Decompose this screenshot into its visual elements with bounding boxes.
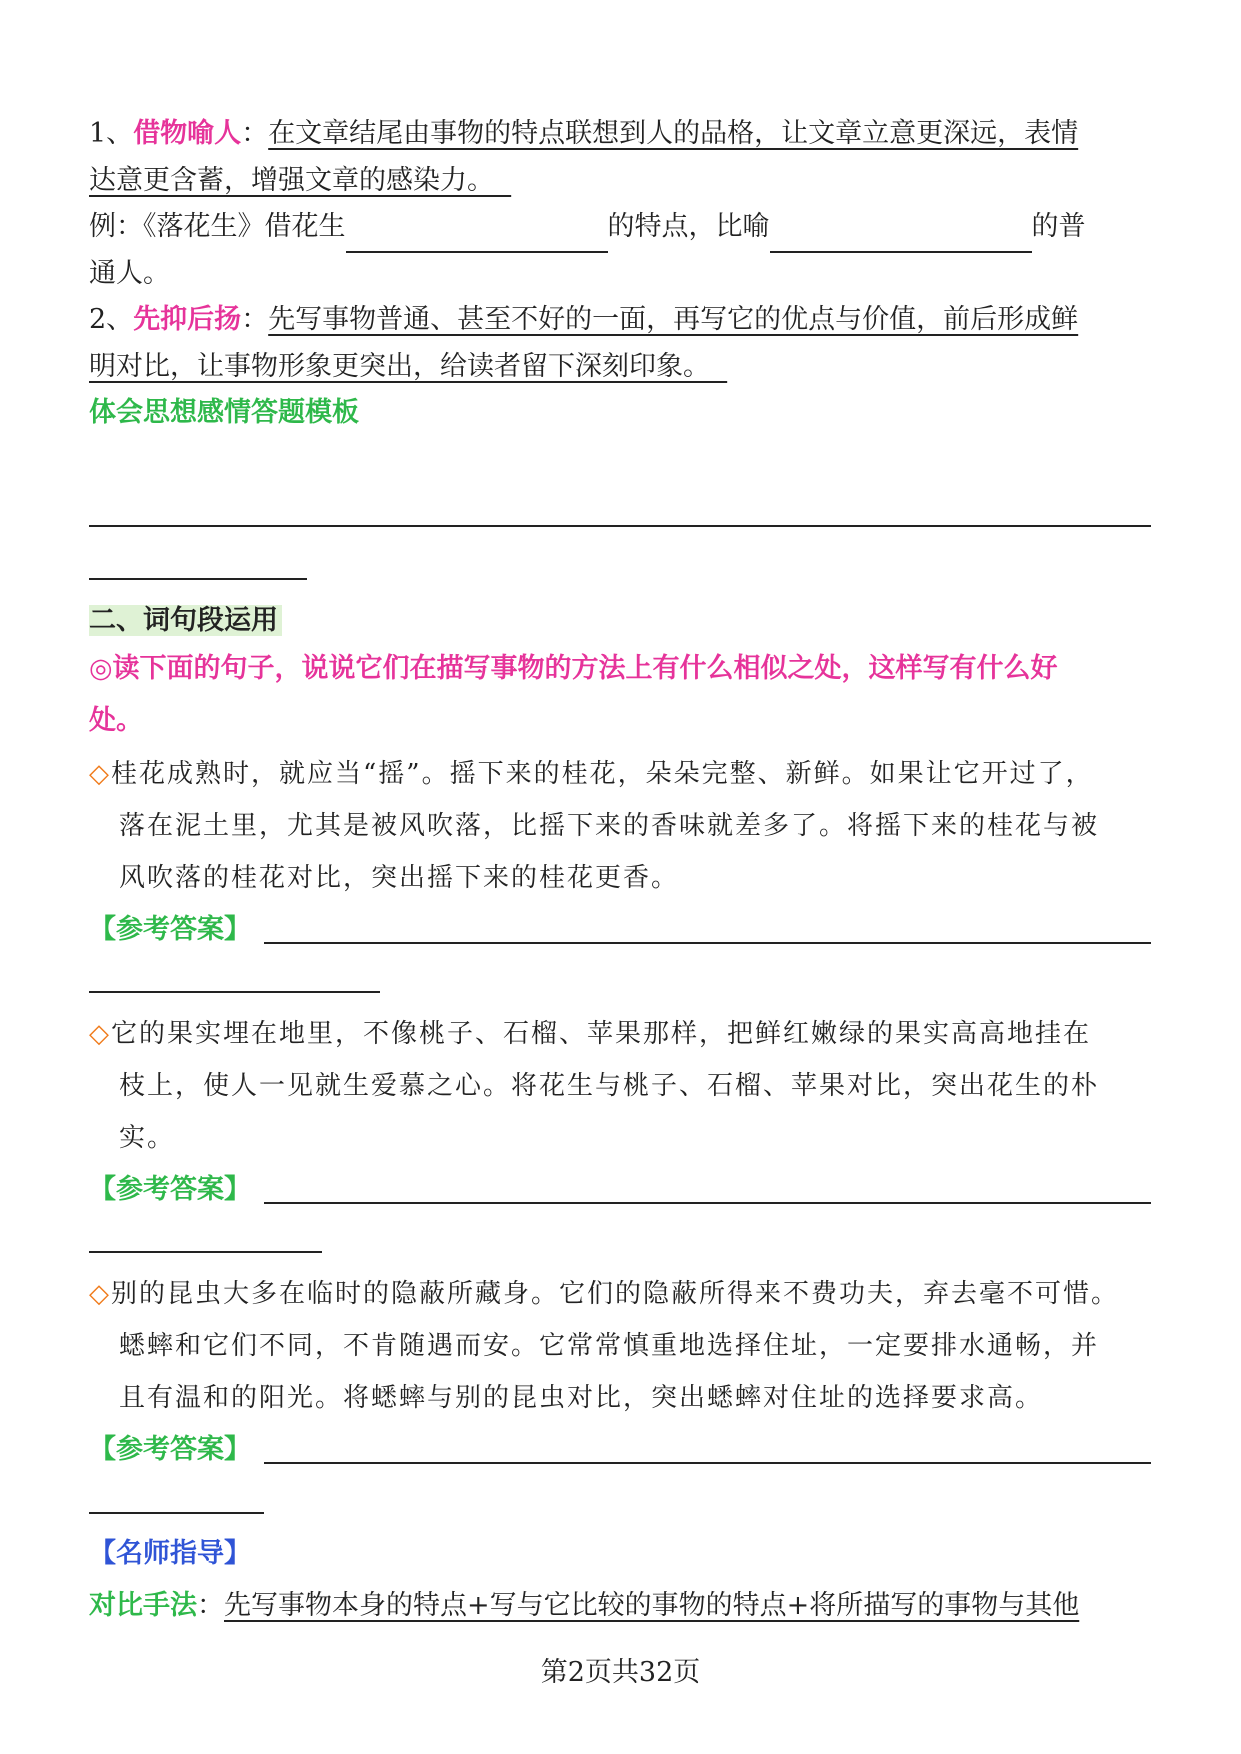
item1-number: 1、	[89, 118, 134, 149]
answer-line[interactable]	[264, 1202, 1151, 1204]
reference-answer-label: 【参考答案】	[89, 1174, 251, 1205]
sentence-text: 实。	[119, 1123, 176, 1153]
sentence-text: 它的果实埋在地里，不像桃子、石榴、苹果那样，把鲜红嫩绿的果实高高地挂在	[111, 1019, 1092, 1049]
item2-term: 先抑后扬	[133, 304, 242, 335]
diamond-icon: ◇	[89, 1019, 111, 1049]
answer-row-3	[89, 1424, 1151, 1476]
item1-line1	[89, 108, 1151, 160]
item1-term: 借物喻人	[133, 118, 242, 149]
answer-line-short[interactable]	[89, 1251, 322, 1253]
answer-line-short[interactable]	[89, 578, 307, 580]
contrast-description: 先写事物本身的特点+写与它比较的事物的特点+将所描写的事物与其他	[224, 1590, 1080, 1621]
item1-description: 在文章结尾由事物的特点联想到人的品格，让文章立意更深远，表情	[268, 118, 1079, 149]
sentence-text: 落在泥土里，尤其是被风吹落，比摇下来的香味就差多了。将摇下来的桂花与被	[119, 811, 1100, 841]
item2-line2	[89, 341, 1151, 393]
reference-answer-label: 【参考答案】	[89, 1434, 251, 1465]
example-line2	[89, 248, 1151, 300]
item2-line1	[89, 294, 1151, 346]
sentence-block-2	[89, 1008, 1151, 1164]
template-heading: 体会思想感情答题模板	[89, 397, 359, 428]
item1-description-cont: 达意更含蓄，增强文章的感染力。	[89, 165, 494, 196]
contrast-term: 对比手法	[89, 1590, 197, 1621]
item1-colon: ：	[241, 118, 269, 149]
teacher-guidance-label: 【名师指导】	[89, 1538, 251, 1569]
sentence-text: 桂花成熟时，就应当“摇”。摇下来的桂花，朵朵完整、新鲜。如果让它开过了，	[111, 759, 1094, 789]
item2-number: 2、	[89, 304, 134, 335]
answer-line-short[interactable]	[89, 1512, 264, 1514]
example-line1	[89, 201, 1151, 253]
item2-colon: ：	[241, 304, 269, 335]
answer-line[interactable]	[264, 1462, 1151, 1464]
answer-row-2	[89, 1164, 1151, 1216]
item1-line2	[89, 155, 1151, 207]
example-cont: 通人。	[89, 258, 170, 289]
item2-description-cont: 明对比，让事物形象更突出，给读者留下深刻印象。	[89, 351, 710, 382]
answer-line-short[interactable]	[89, 991, 380, 993]
question-line2: 处。	[89, 705, 143, 736]
page-number: 第2页共32页	[540, 1657, 701, 1688]
sentence-block-3	[89, 1268, 1151, 1424]
answer-line[interactable]	[89, 525, 1151, 527]
sentence-text: 蟋蟀和它们不同，不肯随遇而安。它常常慎重地选择住址，一定要排水通畅，并	[119, 1331, 1100, 1361]
reference-answer-label: 【参考答案】	[89, 914, 251, 945]
section2-heading-row	[89, 595, 1151, 647]
question-line1: ◎读下面的句子，说说它们在描写事物的方法上有什么相似之处，这样写有什么好	[89, 653, 1058, 684]
example-mid: 的特点，比喻	[607, 211, 770, 242]
answer-row-1	[89, 904, 1151, 956]
item2-description: 先写事物普通、甚至不好的一面，再写它的优点与价值，前后形成鲜	[268, 304, 1079, 335]
diamond-icon: ◇	[89, 759, 111, 789]
contrast-colon: ：	[197, 1590, 224, 1621]
contrast-line	[89, 1580, 1151, 1632]
sentence-text: 且有温和的阳光。将蟋蟀与别的昆虫对比，突出蟋蟀对住址的选择要求高。	[119, 1383, 1044, 1413]
example-end: 的普	[1031, 211, 1086, 242]
answer-line[interactable]	[264, 942, 1151, 944]
section2-heading: 二、词句段运用	[89, 605, 282, 636]
sentence-text: 别的昆虫大多在临时的隐蔽所藏身。它们的隐蔽所得来不费功夫，弃去毫不可惜。	[111, 1279, 1120, 1309]
diamond-icon: ◇	[89, 1279, 111, 1309]
example-prefix: 例：《落花生》借花生	[89, 211, 346, 242]
sentence-block-1	[89, 748, 1151, 904]
sentence-text: 风吹落的桂花对比，突出摇下来的桂花更香。	[119, 863, 680, 893]
sentence-text: 枝上，使人一见就生爱慕之心。将花生与桃子、石榴、苹果对比，突出花生的朴	[119, 1071, 1100, 1101]
